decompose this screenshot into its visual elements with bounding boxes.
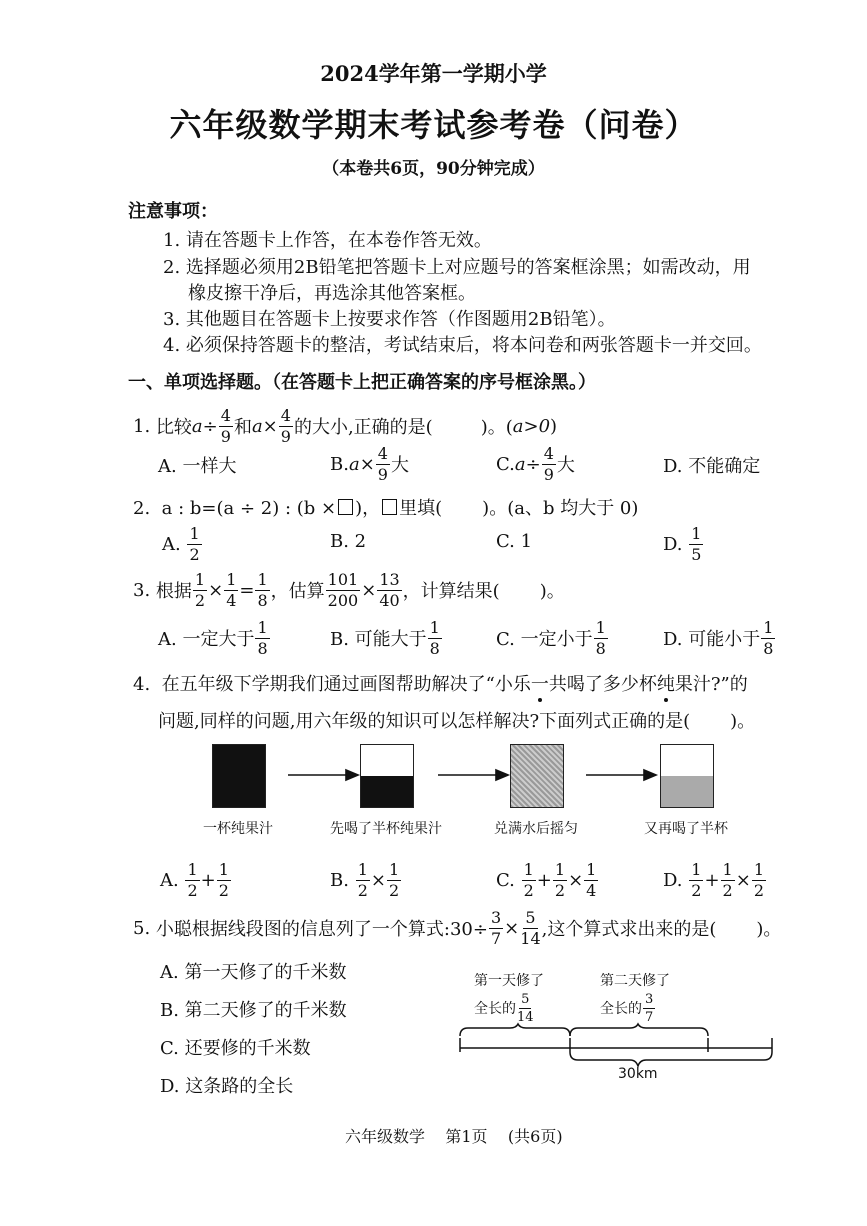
fraction: $\frac{1}{8}$ — [763, 617, 774, 658]
fraction: $\frac{1}{8}$ — [429, 617, 440, 658]
q1-condition: a>0 — [512, 415, 551, 437]
option-label: B. — [330, 453, 349, 475]
fraction: $\frac{1}{8}$ — [595, 617, 606, 658]
q1-text: )。( — [480, 417, 513, 438]
fraction: $\frac{3}{7}$ — [490, 907, 502, 948]
fraction: $\frac{1}{4}$ — [226, 569, 237, 610]
day1-label: 第一天修了 — [474, 973, 544, 989]
footer-page: 第1页 — [445, 1127, 488, 1146]
note-item-1: 1. 请在答题卡上作答，在本卷作答无效。 — [163, 230, 492, 251]
q5-option-c: C. 还要修的千米数 — [160, 1038, 311, 1059]
footer-total: (共6页) — [507, 1127, 563, 1146]
q1-option-a: A. 一样大 — [158, 456, 237, 477]
cup-caption: 一杯纯果汁 — [203, 821, 273, 837]
q3-option-d: D. 可能小于 $\frac{1}{8}$ — [663, 617, 774, 658]
fraction: $\frac{1}{8}$ — [257, 569, 268, 610]
q5-option-d: D. 这条路的全长 — [160, 1076, 294, 1097]
q3-option-b: B. 可能大于 $\frac{1}{8}$ — [330, 617, 440, 658]
q3-option-a: A. 一定大于 $\frac{1}{8}$ — [158, 617, 268, 658]
day2-fraction-label: 全长的 $\frac{3}{7}$ — [600, 991, 654, 1025]
option-label: C. — [496, 453, 515, 475]
line-segment-diagram — [450, 1022, 780, 1068]
q2-number: 2. — [133, 498, 151, 519]
fraction: $\frac{101}{200}$ — [327, 569, 359, 610]
cup-caption: 又再喝了半杯 — [644, 821, 728, 837]
q2-option-c: C. 1 — [496, 531, 533, 552]
footer-subject: 六年级数学 — [345, 1127, 426, 1146]
emphasis-dot: 一 — [530, 674, 549, 695]
q4-option-d: D. $\frac{1}{2}$ + $\frac{1}{2}$ × $\frac{1}{2}$ — [663, 859, 764, 900]
q1-number: 1. — [133, 415, 151, 437]
q5-stem: 5. 小聪根据线段图的信息列了一个算式:30÷ $\frac{3}{7}$ × $\frac{5}{14}$ ,这个算式求出来的是( )。 — [133, 907, 782, 948]
q4-option-b: B. $\frac{1}{2}$ × $\frac{1}{2}$ — [330, 859, 400, 900]
var-a: a — [251, 415, 263, 437]
q2-option-d: D. $\frac{1}{5}$ — [663, 523, 702, 564]
note-item-3: 3. 其他题目在答题卡上按要求作答（作图题用2B铅笔）。 — [163, 309, 616, 330]
fraction: $\frac{4}{9}$ — [543, 443, 554, 484]
q1-text: 和 — [233, 417, 252, 438]
cup-caption: 先喝了半杯纯果汁 — [330, 821, 442, 837]
q1-option-d: D. 不能确定 — [663, 456, 761, 477]
emphasis-dot: 纯 — [656, 674, 675, 695]
fraction: $\frac{4}{9}$ — [280, 405, 291, 446]
fraction: $\frac{4}{9}$ — [377, 443, 388, 484]
q2-text: a : b=(a ÷ 2) : (b × — [161, 498, 337, 519]
page-title: 六年级数学期末考试参考卷（问卷） — [169, 106, 698, 144]
q2-stem: 2. a : b=(a ÷ 2) : (b × )， 里填( )。(a、b 均大于 0) — [133, 498, 639, 519]
exam-year-line: 2024学年第一学期小学 — [320, 61, 547, 86]
q4-stem-line2: 问题,同样的问题,用六年级的知识可以怎样解决?下面列式正确的是( )。 — [158, 711, 756, 732]
q1-text: 的大小,正确的是( — [293, 417, 433, 438]
full-juice-cup-image — [212, 744, 266, 808]
q3-stem: 3. 根据 $\frac{1}{2}$ × $\frac{1}{4}$ = $\frac{1}{8}$ ，估算 $\frac{101}{200}$ × $\frac{13}{40}$ ，计算结果( )。 — [133, 569, 565, 610]
divide-sign: ÷ — [202, 415, 218, 437]
q1-option-c: C. a ÷ $\frac{4}{9}$ 大 — [496, 443, 575, 484]
fraction: $\frac{1}{8}$ — [257, 617, 268, 658]
day1-fraction-label: 全长的 $\frac{5}{14}$ — [474, 991, 534, 1025]
note-item-2-cont: 橡皮擦干净后，再选涂其他答案框。 — [188, 283, 476, 304]
q1-text: 比较 — [155, 417, 192, 438]
fraction: $\frac{13}{40}$ — [379, 569, 400, 610]
q4-stem-line1: 4. 在五年级下学期我们通过画图帮助解决了“小乐一共喝了多少杯纯果汁?”的 — [133, 674, 748, 695]
fraction: $\frac{4}{9}$ — [220, 405, 231, 446]
q3-option-c: C. 一定小于 $\frac{1}{8}$ — [496, 617, 606, 658]
var-a: a — [191, 415, 203, 437]
notes-heading: 注意事项： — [128, 201, 218, 222]
blank-box-icon — [338, 499, 353, 515]
cup-caption: 兑满水后摇匀 — [494, 821, 578, 837]
exam-subtitle: （本卷共6页，90分钟完成） — [322, 159, 545, 179]
q2-option-a: A. $\frac{1}{2}$ — [162, 523, 200, 564]
blank-box-icon — [382, 499, 397, 515]
distance-label: 30km — [618, 1066, 658, 1082]
fraction: $\frac{1}{5}$ — [691, 523, 702, 564]
q5-option-a: A. 第一天修了的千米数 — [160, 962, 347, 983]
arrows-diagram — [270, 760, 730, 790]
q4-option-a: A. $\frac{1}{2}$ + $\frac{1}{2}$ — [160, 859, 229, 900]
fraction: $\frac{1}{2}$ — [189, 523, 200, 564]
q1-text: ) — [550, 415, 558, 437]
q5-option-b: B. 第二天修了的千米数 — [160, 1000, 347, 1021]
page-footer — [345, 1124, 563, 1147]
section-heading: 一、单项选择题。（在答题卡上把正确答案的序号框涂黑。） — [128, 372, 596, 393]
note-item-2: 2. 选择题必须用2B铅笔把答题卡上对应题号的答案框涂黑；如需改动，用 — [163, 257, 751, 278]
times-sign: × — [262, 415, 278, 437]
q2-option-b: B. 2 — [330, 531, 367, 552]
q1-option-b: B. a × $\frac{4}{9}$ 大 — [330, 443, 409, 484]
fraction: $\frac{1}{2}$ — [194, 569, 206, 610]
note-item-4: 4. 必须保持答题卡的整洁，考试结束后，将本问卷和两张答题卡一并交回。 — [163, 335, 762, 356]
day2-label: 第二天修了 — [600, 973, 670, 989]
q4-option-c: C. $\frac{1}{2}$ + $\frac{1}{2}$ × $\frac{1}{4}$ — [496, 859, 597, 900]
fraction: $\frac{5}{14}$ — [520, 907, 541, 948]
